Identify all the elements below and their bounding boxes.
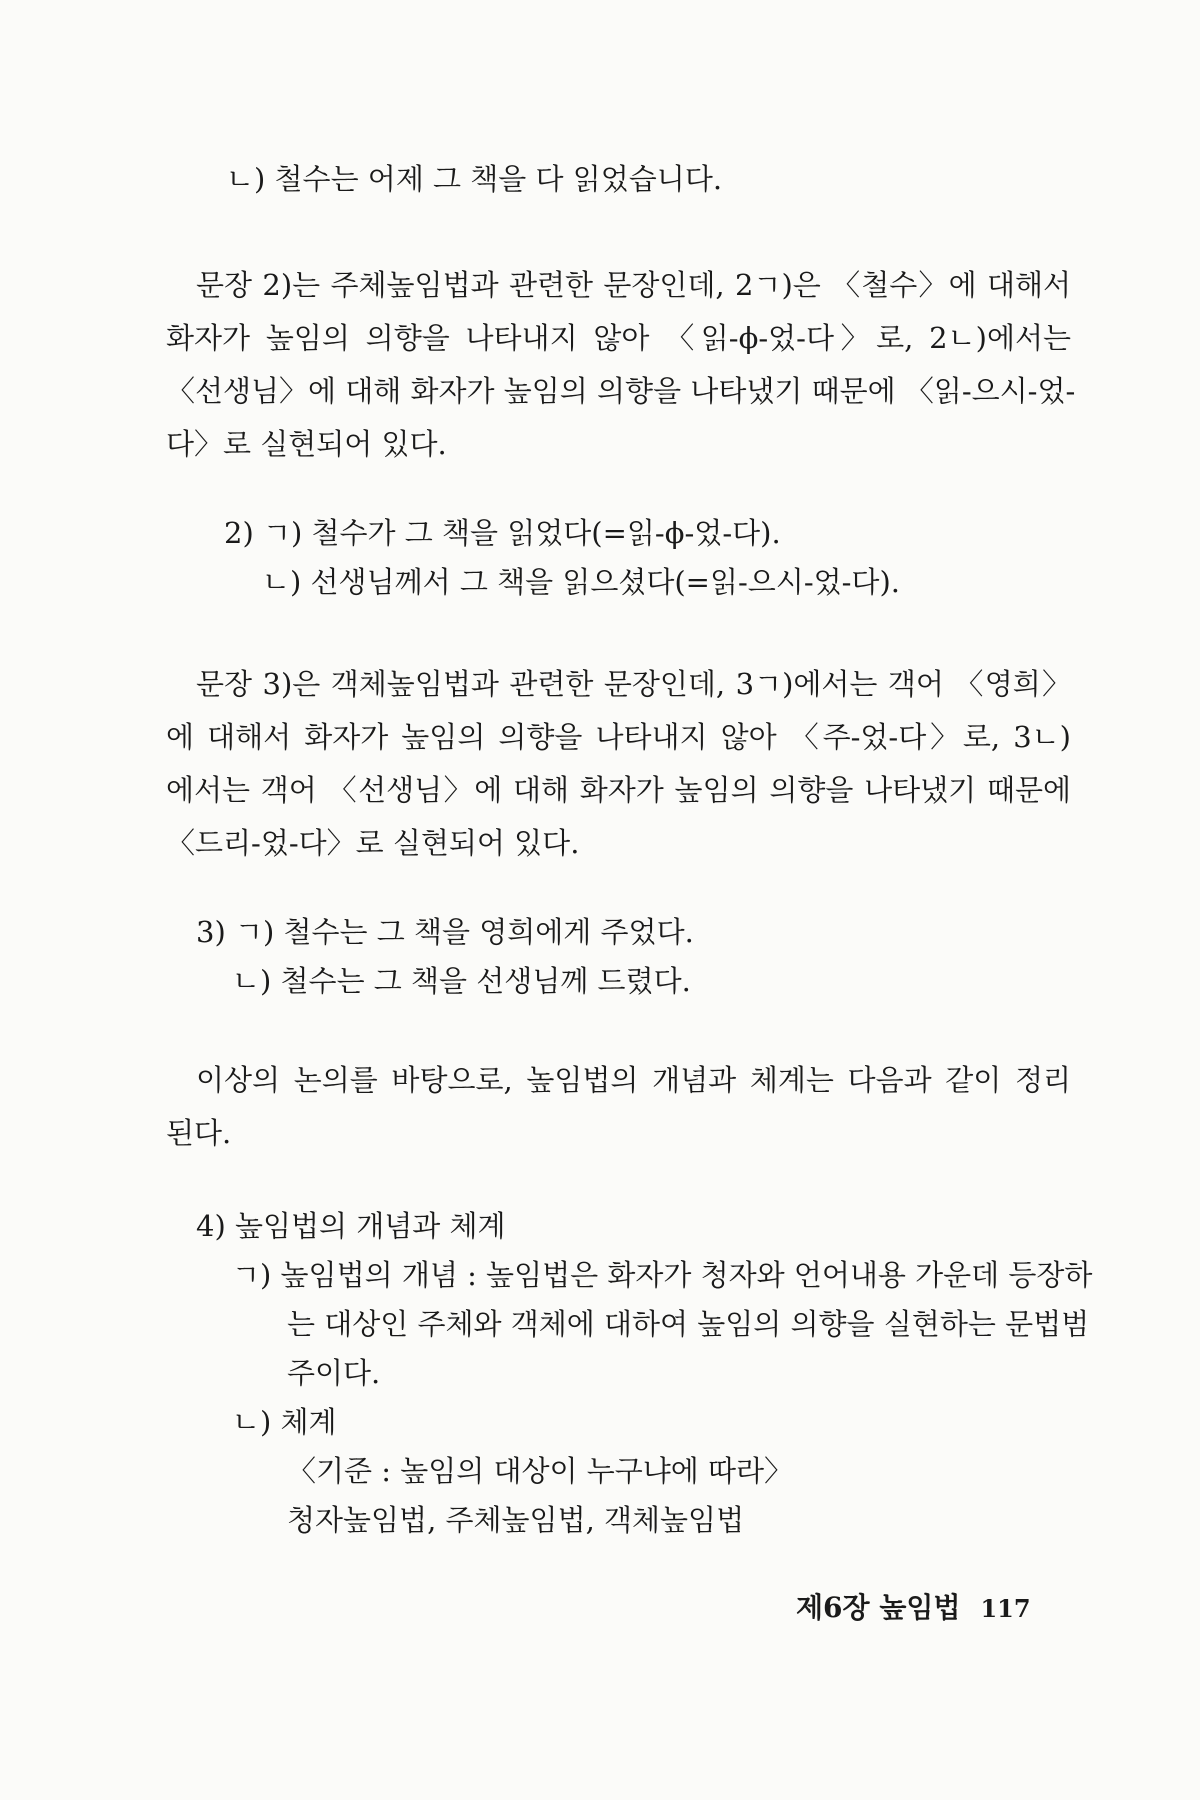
example-4-criterion: 〈기준 : 높임의 대상이 누구냐에 따라〉 — [287, 1454, 794, 1488]
paragraph-3-line-2: 에 대해서 화자가 높임의 의향을 나타내지 않아 〈주-었-다〉로, 3ㄴ) — [166, 720, 1071, 754]
example-4-item-a-line-2: 는 대상인 주체와 객체에 대하여 높임의 의향을 실현하는 문법범 — [287, 1307, 1090, 1341]
paragraph-4-line-1: 이상의 논의를 바탕으로, 높임법의 개념과 체계는 다음과 같이 정리 — [196, 1063, 1071, 1097]
example-2-item-b: ㄴ) 선생님께서 그 책을 읽으셨다(=읽-으시-었-다). — [262, 565, 900, 599]
paragraph-3-line-1: 문장 3)은 객체높임법과 관련한 문장인데, 3ㄱ)에서는 객어 〈영희〉 — [196, 667, 1071, 701]
example-4-item-b: ㄴ) 체계 — [232, 1405, 337, 1439]
paragraph-3-line-3: 에서는 객어 〈선생님〉에 대해 화자가 높임의 의향을 나타냈기 때문에 — [166, 773, 1071, 807]
paragraph-2-line-1: 문장 2)는 주체높임법과 관련한 문장인데, 2ㄱ)은 〈철수〉에 대해서 — [196, 268, 1071, 302]
example-4-system-list: 청자높임법, 주체높임법, 객체높임법 — [287, 1503, 745, 1537]
example-3-item-b: ㄴ) 철수는 그 책을 선생님께 드렸다. — [232, 964, 691, 998]
page-number: 117 — [980, 1594, 1031, 1623]
paragraph-2-line-4: 다〉로 실현되어 있다. — [166, 427, 447, 461]
example-3-item-a: 3) ㄱ) 철수는 그 책을 영희에게 주었다. — [196, 915, 694, 949]
example-1-item-b: ㄴ) 철수는 어제 그 책을 다 읽었습니다. — [226, 162, 723, 196]
example-4-heading: 4) 높임법의 개념과 체계 — [196, 1209, 506, 1243]
example-2-item-a: 2) ㄱ) 철수가 그 책을 읽었다(=읽-ϕ-었-다). — [224, 516, 781, 550]
paragraph-2-line-2: 화자가 높임의 의향을 나타내지 않아 〈읽-ϕ-었-다〉로, 2ㄴ)에서는 — [166, 321, 1071, 355]
example-4-item-a-line-1: ㄱ) 높임법의 개념 : 높임법은 화자가 청자와 언어내용 가운데 등장하 — [232, 1258, 1093, 1292]
chapter-title: 제6장 높임법 — [796, 1591, 961, 1624]
paragraph-3-line-4: 〈드리-었-다〉로 실현되어 있다. — [166, 826, 580, 860]
paragraph-2-line-3: 〈선생님〉에 대해 화자가 높임의 의향을 나타냈기 때문에 〈읽-으시-었- — [166, 374, 1076, 408]
example-4-item-a-line-3: 주이다. — [287, 1356, 381, 1390]
page-footer — [796, 1586, 1031, 1626]
paragraph-4-line-2: 된다. — [166, 1116, 232, 1150]
